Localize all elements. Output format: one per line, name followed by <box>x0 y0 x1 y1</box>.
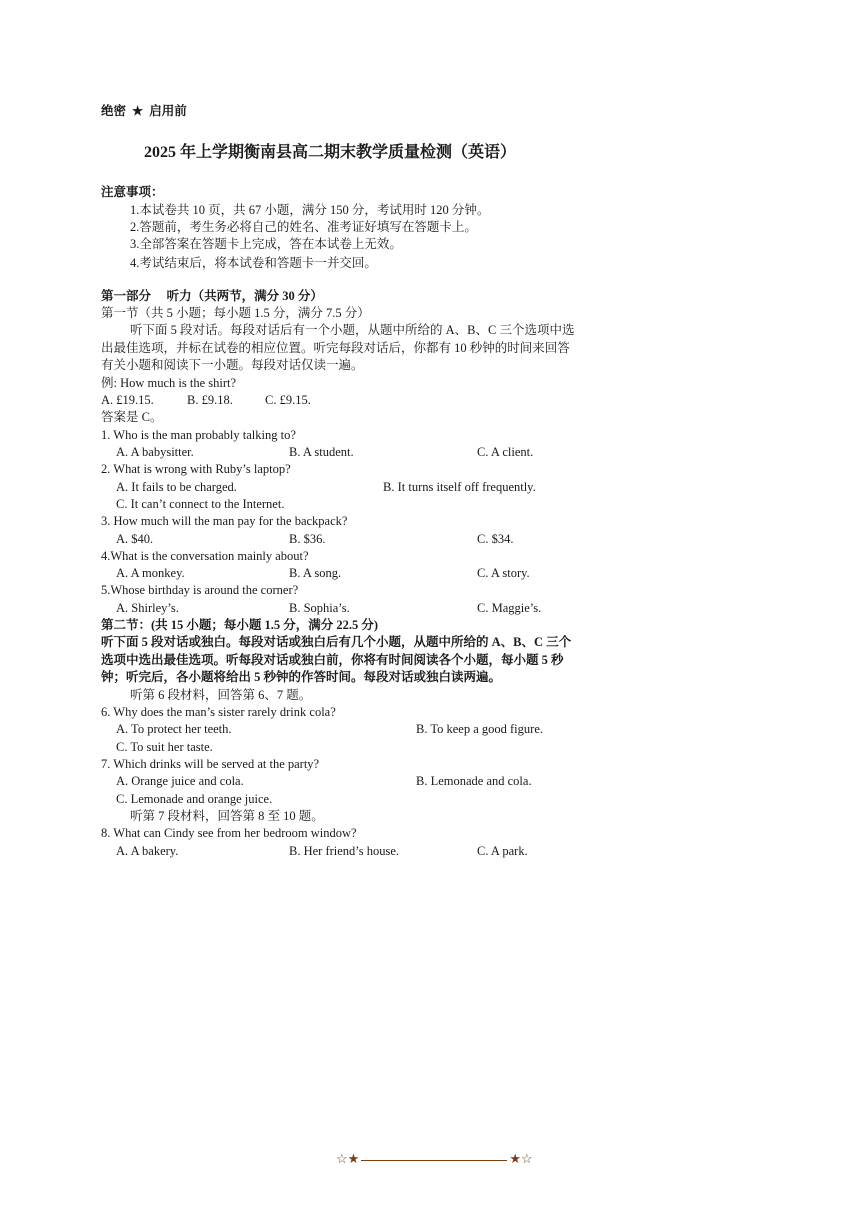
footer-stars-left: ☆★ <box>336 1151 360 1166</box>
option-c: C. A story. <box>477 566 530 580</box>
secret-text: 绝密 <box>101 104 127 118</box>
example-question: 例: How much is the shirt? <box>101 376 237 390</box>
option-c: C. A park. <box>477 844 528 858</box>
section1-instruction: 听下面 5 段对话。每段对话后有一个小题，从题中所给的 A、B、C 三个选项中选 <box>130 323 575 337</box>
option-b: B. A song. <box>289 566 342 580</box>
option-c: C. Maggie’s. <box>477 601 542 615</box>
section1-instruction: 出最佳选项，并标在试卷的相应位置。听完每段对话后，你都有 10 秒钟的时间来回答 <box>101 341 570 355</box>
material-6-note: 听第 6 段材料，回答第 6、7 题。 <box>130 688 312 702</box>
question-6: 6. Why does the man’s sister rarely drink cola? <box>101 705 336 719</box>
option-b: B. To keep a good figure. <box>416 722 543 736</box>
option-a: A. $40. <box>116 532 154 546</box>
option-b: B. $36. <box>289 532 326 546</box>
option-a: A. A bakery. <box>116 844 179 858</box>
question-2: 2. What is wrong with Ruby’s laptop? <box>101 462 291 476</box>
example-option-a: A. £19.15. <box>101 393 154 407</box>
part1-heading: 第一部分 听力（共两节，满分 30 分） <box>101 289 323 303</box>
footer-stars-right: ★☆ <box>509 1151 533 1166</box>
notice-item: 3.全部答案在答题卡上完成，答在本试卷上无效。 <box>130 237 402 251</box>
secret-after-text: 启用前 <box>149 104 187 118</box>
section2-instruction: 听下面 5 段对话或独白。每段对话或独白后有几个小题，从题中所给的 A、B、C 三个 <box>101 635 572 649</box>
example-answer: 答案是 C。 <box>101 410 163 424</box>
section1-instruction: 有关小题和阅读下一小题。每段对话仅读一遍。 <box>101 358 364 372</box>
notice-item: 1.本试卷共 10 页，共 67 小题，满分 150 分，考试用时 120 分钟。 <box>130 203 490 217</box>
option-c: C. To suit her taste. <box>116 740 213 754</box>
section1-heading: 第一节（共 5 小题；每小题 1.5 分，满分 7.5 分） <box>101 306 370 320</box>
section2-instruction: 钟；听完后，各小题将给出 5 秒钟的作答时间。每段对话或独白读两遍。 <box>101 670 502 684</box>
option-b: B. Sophia’s. <box>289 601 350 615</box>
example-option-c: C. £9.15. <box>265 393 311 407</box>
option-a: A. To protect her teeth. <box>116 722 232 736</box>
option-b: B. Her friend’s house. <box>289 844 400 858</box>
option-c: C. Lemonade and orange juice. <box>116 792 273 806</box>
option-a: A. A babysitter. <box>116 445 194 459</box>
option-c: C. It can’t connect to the Internet. <box>116 497 285 511</box>
question-4: 4.What is the conversation mainly about? <box>101 549 309 563</box>
notice-heading: 注意事项： <box>101 185 164 199</box>
material-7-note: 听第 7 段材料，回答第 8 至 10 题。 <box>130 809 324 823</box>
footer-divider <box>361 1160 507 1161</box>
section2-instruction: 选项中选出最佳选项。听每段对话或独白前，你将有时间阅读各个小题，每小题 5 秒 <box>101 653 564 667</box>
question-1: 1. Who is the man probably talking to? <box>101 428 296 442</box>
section2-heading: 第二节：(共 15 小题；每小题 1.5 分，满分 22.5 分) <box>101 618 379 632</box>
page-footer <box>336 1151 533 1167</box>
option-c: C. $34. <box>477 532 514 546</box>
option-c: C. A client. <box>477 445 534 459</box>
example-option-b: B. £9.18. <box>187 393 233 407</box>
exam-title: 2025 年上学期衡南县高二期末教学质量检测（英语） <box>144 144 517 161</box>
option-b: B. It turns itself off frequently. <box>383 480 536 494</box>
question-7: 7. Which drinks will be served at the party? <box>101 757 320 771</box>
question-3: 3. How much will the man pay for the backpack? <box>101 514 348 528</box>
option-b: B. A student. <box>289 445 354 459</box>
notice-item: 2.答题前，考生务必将自己的姓名、准考证好填写在答题卡上。 <box>130 220 477 234</box>
option-b: B. Lemonade and cola. <box>416 774 532 788</box>
option-a: A. Shirley’s. <box>116 601 179 615</box>
option-a: A. It fails to be charged. <box>116 480 237 494</box>
confidential-label <box>101 104 187 119</box>
option-a: A. A monkey. <box>116 566 185 580</box>
star-icon: ★ <box>132 104 144 118</box>
question-5: 5.Whose birthday is around the corner? <box>101 583 299 597</box>
question-8: 8. What can Cindy see from her bedroom window? <box>101 826 357 840</box>
option-a: A. Orange juice and cola. <box>116 774 244 788</box>
notice-item: 4.考试结束后，将本试卷和答题卡一并交回。 <box>130 256 377 270</box>
